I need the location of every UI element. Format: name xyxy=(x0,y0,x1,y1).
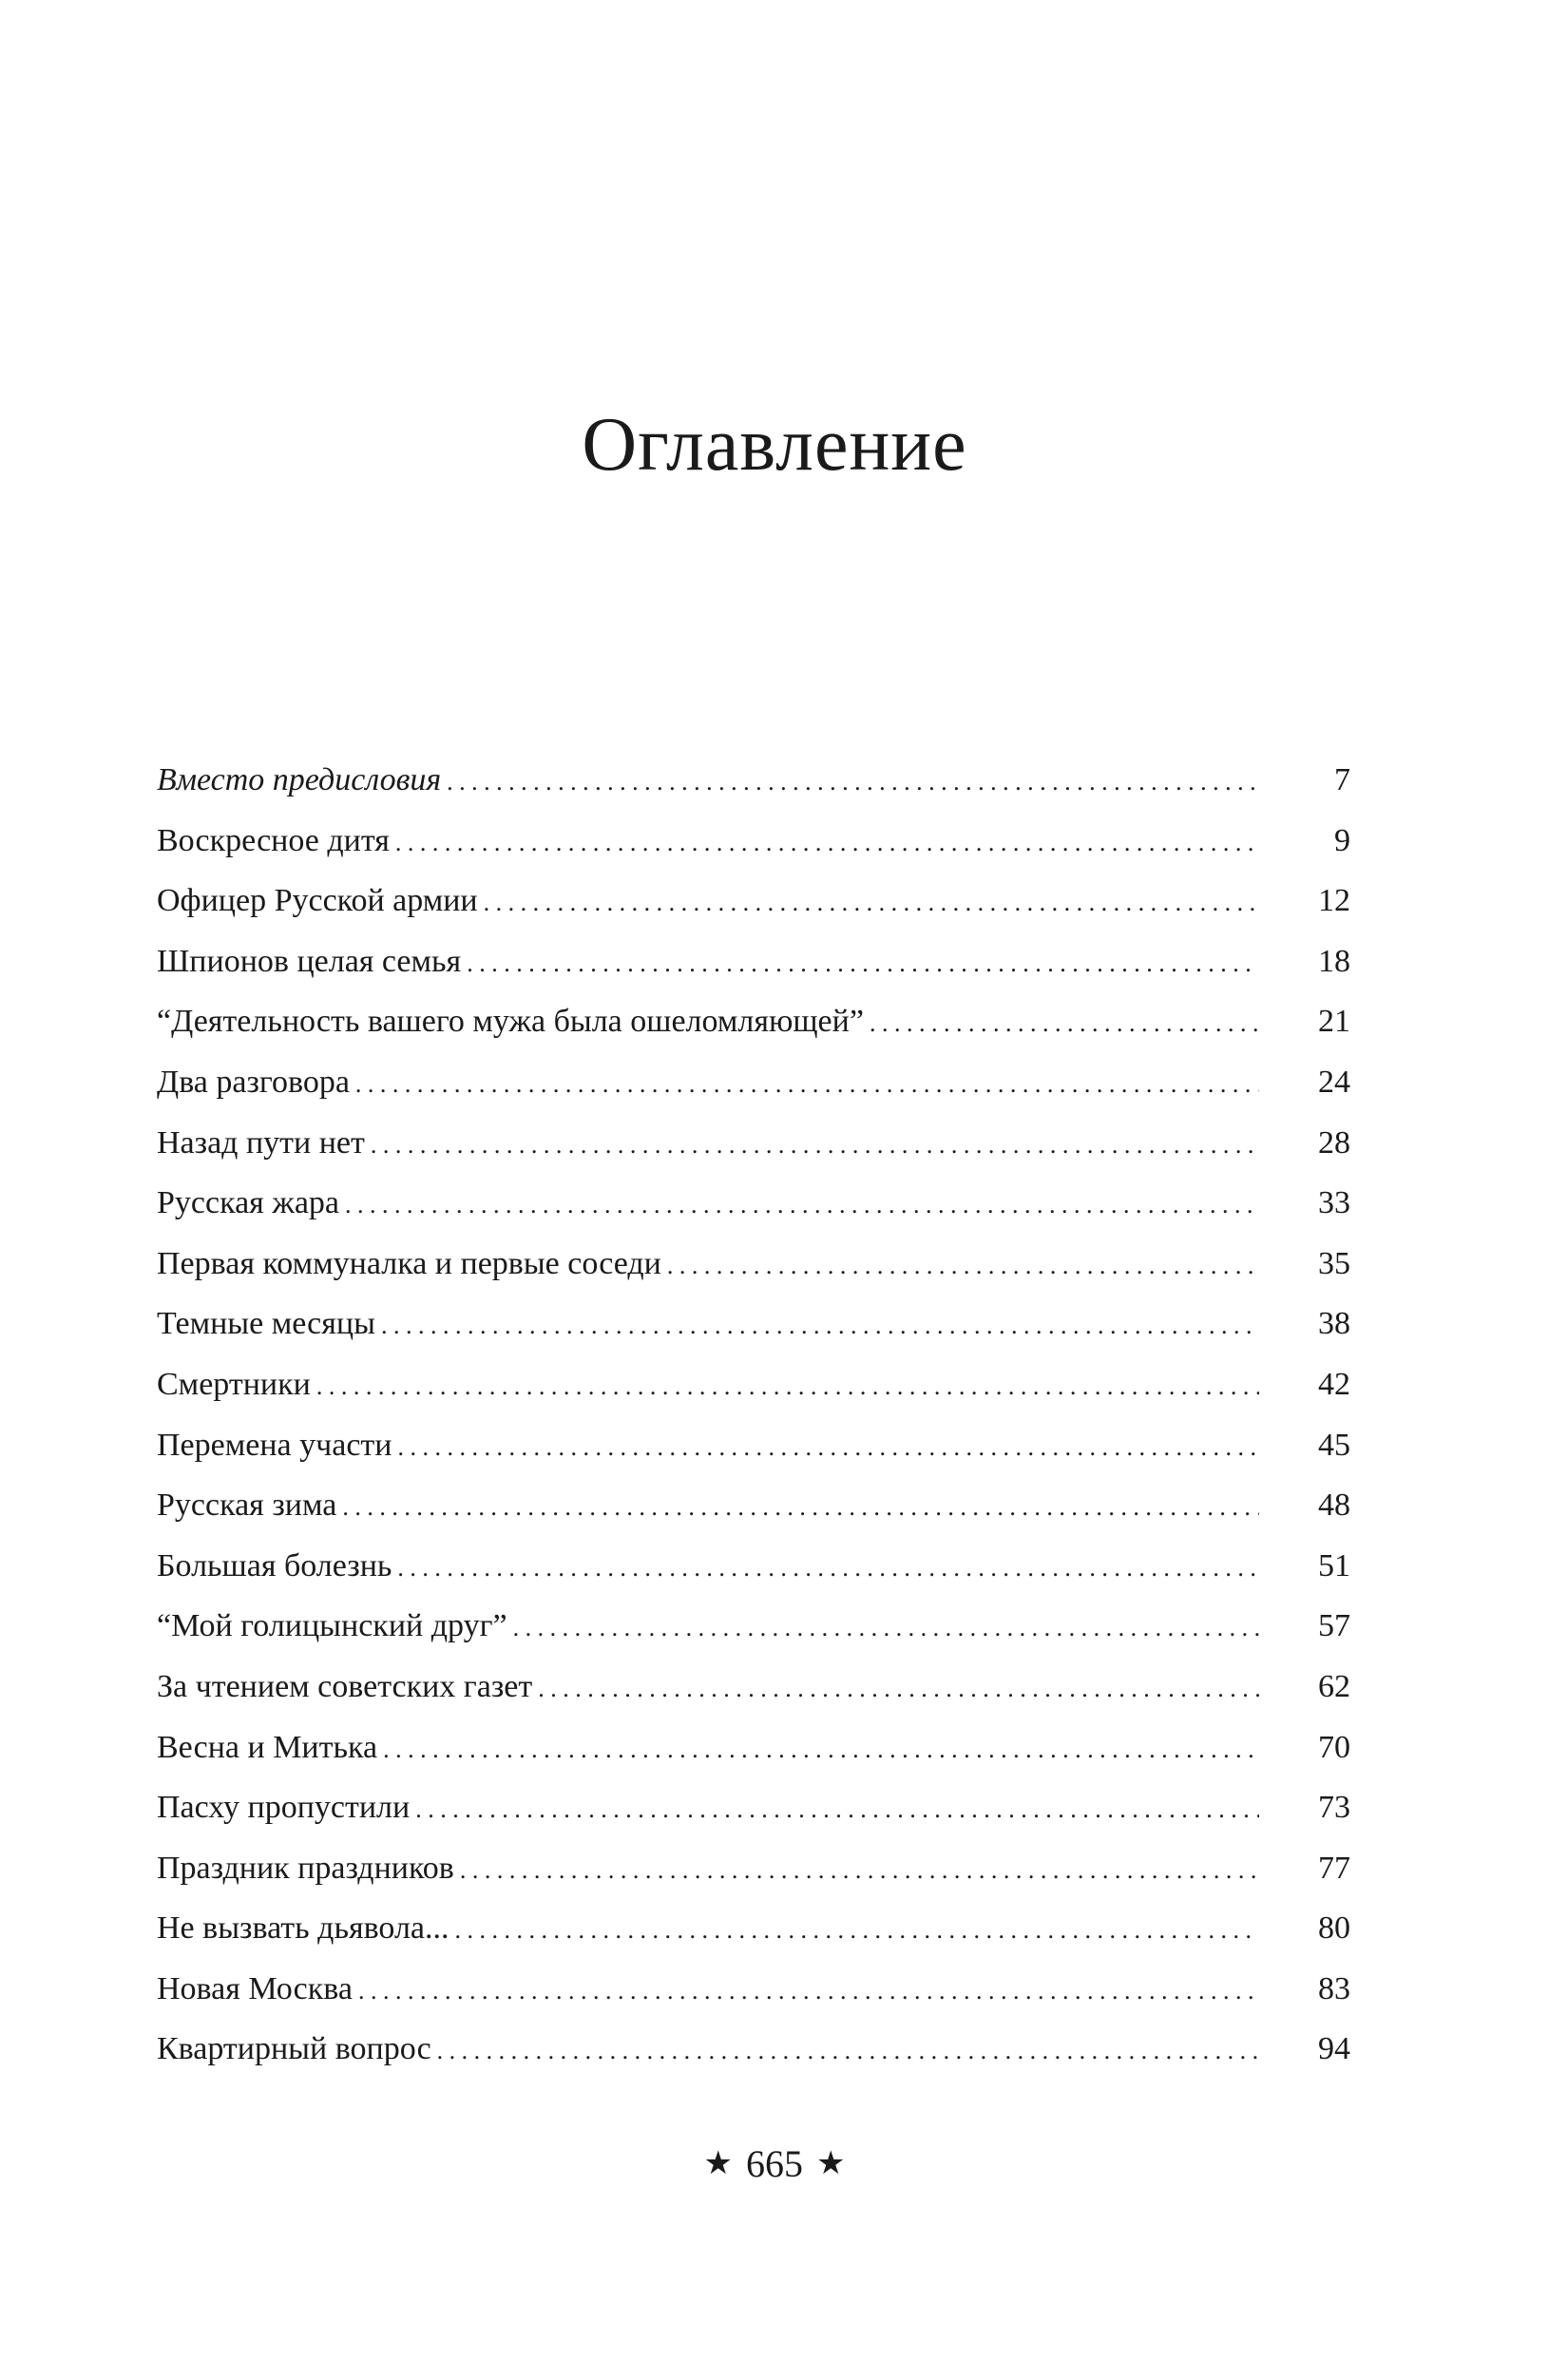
toc-entry-page: 77 xyxy=(1318,1850,1350,1886)
dot-leader xyxy=(455,1918,1259,1943)
dot-leader xyxy=(870,1011,1259,1036)
toc-entry-title: Русская зима xyxy=(157,1488,337,1524)
toc-entry-title: Темные месяцы xyxy=(157,1306,375,1342)
toc-entry-page: 21 xyxy=(1318,1004,1350,1040)
toc-entry-page: 28 xyxy=(1318,1124,1350,1161)
toc-entry-page: 83 xyxy=(1318,1970,1350,2006)
dot-leader xyxy=(381,1314,1259,1338)
toc-entry-title: Смертники xyxy=(157,1366,311,1402)
star-icon: ★ xyxy=(703,2146,733,2181)
toc-entry xyxy=(157,822,1350,886)
toc-entry-page: 9 xyxy=(1334,822,1350,858)
toc-entry xyxy=(157,1006,1350,1066)
toc-entry xyxy=(157,1308,1350,1369)
toc-entry xyxy=(157,2033,1350,2094)
toc-entry-title: Назад пути нет xyxy=(157,1124,365,1161)
toc-entry-page: 62 xyxy=(1318,1668,1350,1704)
toc-entry-title: Весна и Митька xyxy=(157,1729,378,1765)
dot-leader xyxy=(667,1254,1259,1278)
dot-leader xyxy=(358,1979,1259,2004)
dot-leader xyxy=(395,831,1259,855)
toc-entry xyxy=(157,1489,1350,1550)
toc-entry xyxy=(157,1124,1350,1188)
dot-leader xyxy=(447,770,1259,795)
toc-entry-page: 70 xyxy=(1318,1729,1350,1765)
toc-entry-title: Шпионов целая семья xyxy=(157,943,462,979)
dot-leader xyxy=(355,1072,1259,1097)
dot-leader xyxy=(467,951,1259,976)
toc-entry-title: Офицер Русской армии xyxy=(157,883,478,919)
dot-leader xyxy=(513,1616,1259,1641)
toc-entry-page: 48 xyxy=(1318,1488,1350,1524)
toc-entry xyxy=(157,943,1350,1007)
toc-entry xyxy=(157,1912,1350,1973)
toc-entry-page: 35 xyxy=(1318,1245,1350,1281)
toc-entry-page: 51 xyxy=(1318,1547,1350,1583)
toc-entry-title: Русская жара xyxy=(157,1185,339,1221)
toc-entry xyxy=(157,885,1350,946)
toc-entry-page: 57 xyxy=(1318,1608,1350,1644)
dot-leader xyxy=(460,1858,1259,1883)
toc-entry-page: 24 xyxy=(1318,1064,1350,1100)
dot-leader xyxy=(538,1677,1259,1701)
page-number: 665 xyxy=(746,2142,803,2185)
dot-leader xyxy=(397,1435,1259,1460)
page-footer xyxy=(0,2142,1549,2185)
toc-entry-title: Перемена участи xyxy=(157,1427,392,1463)
toc-entry-page: 12 xyxy=(1318,883,1350,919)
toc-entry-page: 18 xyxy=(1318,943,1350,979)
toc-entry-title: “Деятельность вашего мужа была ошеломляющей” xyxy=(157,1004,864,1040)
toc-entry-title: Квартирный вопрос xyxy=(157,2031,431,2067)
toc-entry-title: Новая Москва xyxy=(157,1970,353,2006)
dot-leader xyxy=(484,891,1259,915)
toc-entry-page: 42 xyxy=(1318,1366,1350,1402)
dot-leader xyxy=(342,1495,1259,1520)
toc-entry xyxy=(157,1668,1350,1732)
dot-leader xyxy=(415,1797,1259,1822)
toc-entry xyxy=(157,1547,1350,1611)
toc-entry-title: Два разговора xyxy=(157,1064,350,1100)
dot-leader xyxy=(371,1133,1259,1158)
toc-entry xyxy=(157,1427,1350,1490)
toc-entry-title: Не вызвать дьявола... xyxy=(157,1910,449,1947)
dot-leader xyxy=(383,1737,1259,1762)
toc-entry xyxy=(157,1187,1350,1248)
toc-entry xyxy=(157,1852,1350,1913)
toc-entry xyxy=(157,1729,1350,1793)
toc-entry xyxy=(157,1970,1350,2034)
toc-entry xyxy=(157,1792,1350,1852)
toc-entry-page: 80 xyxy=(1318,1910,1350,1947)
star-icon: ★ xyxy=(816,2146,846,2181)
toc-entry xyxy=(157,1245,1350,1309)
toc-entry-page: 7 xyxy=(1334,762,1350,797)
dot-leader xyxy=(345,1193,1259,1218)
toc-entry xyxy=(157,1066,1350,1127)
toc-entry xyxy=(157,1366,1350,1430)
toc-entry-title: “Мой голицынский друг” xyxy=(157,1608,507,1644)
toc-entry-page: 73 xyxy=(1318,1790,1350,1826)
toc-entry-title: Праздник праздников xyxy=(157,1850,454,1886)
dot-leader xyxy=(437,2039,1259,2063)
toc-entry-title: За чтением советских газет xyxy=(157,1668,533,1704)
toc-entry-title: Пасху пропустили xyxy=(157,1790,411,1826)
toc-entry xyxy=(157,764,1350,825)
toc-entry-page: 94 xyxy=(1318,2031,1350,2067)
toc-entry-title: Воскресное дитя xyxy=(157,822,390,858)
page-title: Оглавление xyxy=(582,403,967,487)
toc-entry-title: Первая коммуналка и первые соседи xyxy=(157,1245,661,1281)
table-of-contents xyxy=(157,764,1350,2094)
dot-leader xyxy=(397,1556,1259,1581)
toc-entry-page: 45 xyxy=(1318,1427,1350,1463)
toc-entry-page: 38 xyxy=(1318,1306,1350,1342)
toc-entry xyxy=(157,1610,1350,1671)
dot-leader xyxy=(316,1374,1259,1399)
toc-entry-title: Вместо предисловия xyxy=(157,762,442,797)
toc-entry-page: 33 xyxy=(1318,1185,1350,1221)
toc-entry-title: Большая болезнь xyxy=(157,1547,392,1583)
